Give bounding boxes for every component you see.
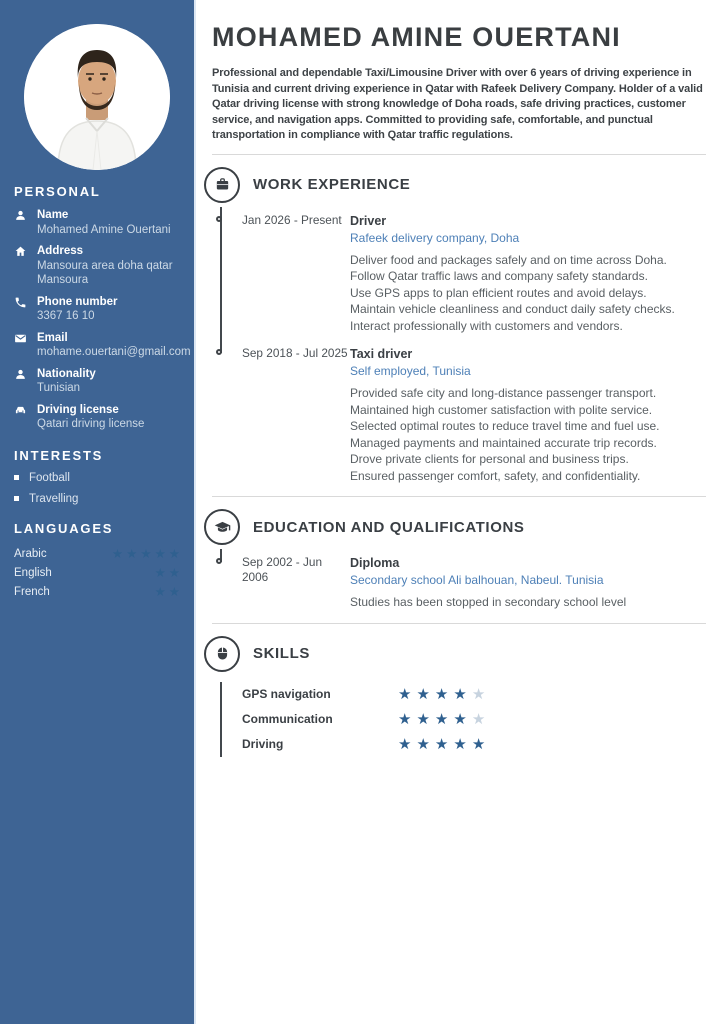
star-filled-icon: ★ xyxy=(140,546,152,561)
interest-label: Travelling xyxy=(29,492,79,505)
star-filled-icon: ★ xyxy=(168,546,180,561)
user-icon xyxy=(14,367,29,396)
star-filled-icon: ★ xyxy=(168,565,180,580)
star-empty-icon: ★ xyxy=(471,709,486,728)
personal-item-label: Address xyxy=(37,245,84,257)
mail-icon xyxy=(14,331,29,360)
description-line: Managed payments and maintained accurate trip records. xyxy=(350,435,657,450)
personal-item-label: Name xyxy=(37,209,69,221)
description-line: Studies has been stopped in secondary school level xyxy=(350,595,627,610)
language-row xyxy=(14,564,180,583)
section-divider xyxy=(212,154,706,155)
personal-item-label: Phone number xyxy=(37,295,118,308)
languages-section-title: LANGUAGES xyxy=(14,520,114,536)
square-bullet-icon xyxy=(14,496,19,501)
personal-section-title: PERSONAL xyxy=(14,184,101,199)
skill-name: Driving xyxy=(242,737,284,752)
skill-row xyxy=(242,707,706,732)
education-entries xyxy=(204,555,706,611)
personal-item-address xyxy=(14,244,180,288)
graduation-cap-icon xyxy=(204,509,240,545)
education-header xyxy=(204,509,706,545)
experience-entry xyxy=(204,346,706,484)
personal-item-value-line2: Mansoura xyxy=(37,274,89,286)
sidebar xyxy=(0,0,196,1024)
personal-item-value: Mansoura area doha qatar xyxy=(37,259,173,272)
personal-item-value: mohame.ouertani@gmail.com xyxy=(37,346,191,358)
personal-item-email xyxy=(14,331,191,360)
description-line: Deliver food and packages safely and on time across Doha. xyxy=(350,252,667,267)
timeline-marker-column xyxy=(204,555,242,611)
section-title: EDUCATION AND QUALIFICATIONS xyxy=(253,518,525,536)
language-rating xyxy=(152,564,180,582)
star-filled-icon: ★ xyxy=(453,709,467,728)
star-filled-icon: ★ xyxy=(126,546,138,561)
education-entry xyxy=(204,555,706,611)
timeline-dot xyxy=(216,558,222,564)
job-organization: Rafeek delivery company, Doha xyxy=(350,230,520,245)
personal-item-value: Tunisian xyxy=(37,382,81,394)
skill-name: GPS navigation xyxy=(242,687,331,702)
section-divider xyxy=(212,496,706,497)
timeline-dot xyxy=(216,216,222,222)
personal-item-phone xyxy=(14,295,180,324)
star-filled-icon: ★ xyxy=(434,684,449,703)
briefcase-icon xyxy=(204,167,240,203)
phone-icon xyxy=(14,295,29,324)
job-period: Sep 2018 - Jul 2025 xyxy=(242,346,348,361)
experience-entries xyxy=(204,213,706,485)
star-filled-icon: ★ xyxy=(154,546,166,561)
job-title: Taxi driver xyxy=(350,347,413,362)
personal-item-name xyxy=(14,208,180,237)
skill-row xyxy=(242,682,706,707)
personal-item-driving-license xyxy=(14,403,180,432)
timeline-dot xyxy=(216,349,222,355)
education-description xyxy=(350,594,706,611)
description-line: Interact professionally with customers and vendors. xyxy=(350,318,623,333)
star-filled-icon: ★ xyxy=(416,684,430,703)
interest-item xyxy=(14,472,180,484)
star-empty-icon: ★ xyxy=(471,684,486,703)
job-description xyxy=(350,252,706,335)
job-period: Jan 2026 - Present xyxy=(242,212,342,227)
star-filled-icon: ★ xyxy=(398,684,412,703)
star-filled-icon: ★ xyxy=(416,734,430,753)
user-icon xyxy=(14,208,29,237)
star-filled-icon: ★ xyxy=(453,684,467,703)
language-name: French xyxy=(14,586,50,598)
star-filled-icon: ★ xyxy=(398,734,412,753)
personal-item-value: Mohamed Amine Ouertani xyxy=(37,223,171,236)
description-line: Maintain vehicle cleanliness and conduct daily safety checks. xyxy=(350,302,675,317)
education-period: Sep 2002 - Jun 2006 xyxy=(242,555,323,585)
skills-list xyxy=(220,682,706,757)
description-line: Drove private clients for personal and business trips. xyxy=(350,452,629,467)
star-filled-icon: ★ xyxy=(453,734,467,753)
skill-rating xyxy=(398,735,490,754)
skill-rating xyxy=(398,685,490,704)
job-title: Driver xyxy=(350,213,387,228)
star-filled-icon: ★ xyxy=(154,584,166,599)
section-divider xyxy=(212,623,706,624)
timeline-marker-column xyxy=(204,346,242,484)
language-row xyxy=(14,545,180,564)
personal-item-nationality xyxy=(14,367,180,396)
skills-header xyxy=(204,636,706,672)
language-name: Arabic xyxy=(14,548,47,560)
star-filled-icon: ★ xyxy=(471,734,486,753)
star-filled-icon: ★ xyxy=(154,565,166,580)
personal-item-label: Driving license xyxy=(37,403,119,416)
skill-name: Communication xyxy=(242,712,333,727)
star-filled-icon: ★ xyxy=(434,709,449,728)
skill-row xyxy=(242,732,706,757)
star-filled-icon: ★ xyxy=(168,584,180,599)
education-organization: Secondary school Ali balhouan, Nabeul. Tunisia xyxy=(350,573,604,588)
description-line: Ensured passenger comfort, safety, and confidentiality. xyxy=(350,468,641,483)
skill-rating xyxy=(398,710,490,729)
star-filled-icon: ★ xyxy=(111,546,124,561)
personal-item-value: 3367 16 10 xyxy=(37,310,95,322)
job-description xyxy=(350,385,706,484)
profile-photo xyxy=(24,24,170,170)
home-icon xyxy=(14,244,29,288)
language-name: English xyxy=(14,567,52,579)
star-filled-icon: ★ xyxy=(434,734,449,753)
personal-item-value: Qatari driving license xyxy=(37,418,145,430)
job-organization: Self employed, Tunisia xyxy=(350,364,471,379)
candidate-name: MOHAMED AMINE OUERTANI xyxy=(212,22,621,52)
language-rating xyxy=(152,583,180,601)
description-line: Selected optimal routes to reduce travel time and fuel use. xyxy=(350,419,660,434)
portrait-illustration xyxy=(24,24,170,170)
section-title: SKILLS xyxy=(253,645,310,663)
profile-summary: Professional and dependable Taxi/Limousine Driver with over 6 years of driving experience in Tunisia and current driving experience in Qatar with Rafeek Delivery Company. Holder of a valid Qatar driving license with strong knowledge of Doha roads, safe driving practices, customer service, and navigation apps. Committed to providing safe, comfortable, and punctual transportation in compliance with Qatar traffic regulations. xyxy=(212,67,703,142)
computer-mouse-icon xyxy=(204,636,240,672)
description-line: Follow Qatar traffic laws and company safety standards. xyxy=(350,269,648,284)
language-rating xyxy=(109,545,180,563)
main-content xyxy=(196,0,724,1024)
square-bullet-icon xyxy=(14,475,19,480)
timeline-marker-column xyxy=(204,213,242,335)
work-experience-header xyxy=(204,167,706,203)
language-row xyxy=(14,583,180,602)
experience-entry xyxy=(204,213,706,335)
interest-item xyxy=(14,493,180,505)
description-line: Provided safe city and long-distance passenger transport. xyxy=(350,386,657,401)
interest-label: Football xyxy=(29,471,70,484)
section-title: WORK EXPERIENCE xyxy=(253,176,411,194)
personal-item-label: Nationality xyxy=(37,367,96,380)
description-line: Maintained high customer satisfaction with polite service. xyxy=(350,402,653,417)
personal-item-label: Email xyxy=(37,331,68,344)
car-icon xyxy=(14,403,29,432)
description-line: Use GPS apps to plan efficient routes and avoid delays. xyxy=(350,285,647,300)
star-filled-icon: ★ xyxy=(398,709,412,728)
education-title: Diploma xyxy=(350,556,400,571)
star-filled-icon: ★ xyxy=(416,709,430,728)
interests-section-title: INTERESTS xyxy=(14,447,104,463)
